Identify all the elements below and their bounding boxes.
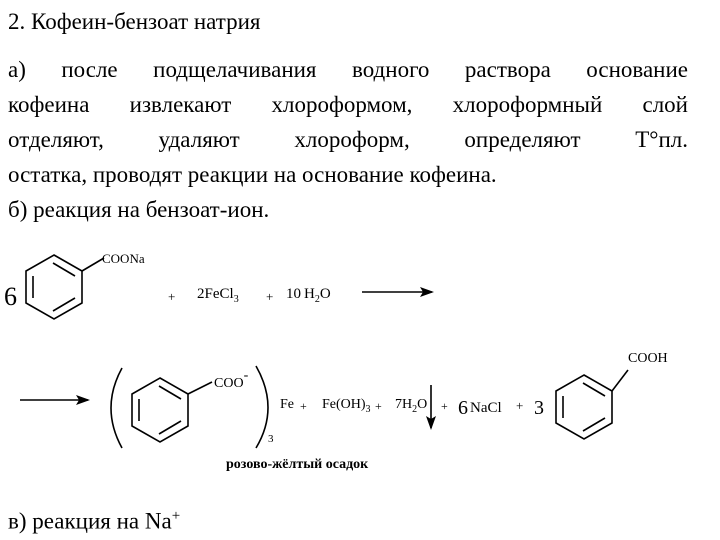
plus-4: + (375, 399, 382, 413)
group-coo: COO- (214, 368, 249, 391)
fe-label: Fe (280, 397, 294, 412)
plus-5: + (441, 399, 448, 413)
page-title: 2. Кофеин-бензоат натрия (8, 9, 261, 34)
group-cooh: COOH (628, 351, 668, 366)
nacl-coef: 6 (458, 397, 468, 419)
plus-6: + (516, 398, 524, 413)
water7-formula: $7H_2O$ (395, 397, 428, 415)
paragraph-b: б) реакция на бензоат-ион. (8, 197, 270, 222)
nacl-formula: NaCl (470, 400, 502, 416)
precipitate-caption: розово-жёлтый осадок (226, 457, 369, 472)
plus-1: + (168, 289, 176, 304)
benzene-ring-benzoate-ion (132, 378, 212, 442)
paragraph-a-line-2: кофеина извлекают хлороформом, хлороформный слой (8, 92, 688, 117)
fecl3-formula: 2FeCl$_3$ (197, 286, 239, 305)
paragraph-a-line-1: а) после подщелачивания водного раствора основание (8, 57, 688, 82)
paragraph-a-line-3: отделяют, удаляют хлороформ, определяют Т°пл. (8, 127, 688, 152)
plus-3: + (300, 399, 307, 413)
right-bracket (256, 366, 268, 448)
plus-2: + (266, 289, 274, 304)
bracket-subscript: 3 (268, 433, 274, 445)
left-bracket (111, 368, 122, 448)
paragraph-a-line-4: остатка, проводят реакции на основание кофеина. (8, 162, 497, 187)
benzene-ring-benzoate (26, 255, 104, 319)
water-formula: 10 $H_2O$ (286, 286, 331, 305)
benzene-ring-benzoic-acid (556, 370, 628, 439)
coef-acid: 3 (534, 397, 544, 419)
group-coona: COONa (102, 251, 145, 266)
coef-benzoate: 6 (4, 282, 17, 311)
paragraph-c: в) реакция на Na+ (8, 508, 181, 534)
feoh3-formula: $Fe(OH)_3$ (322, 397, 371, 415)
